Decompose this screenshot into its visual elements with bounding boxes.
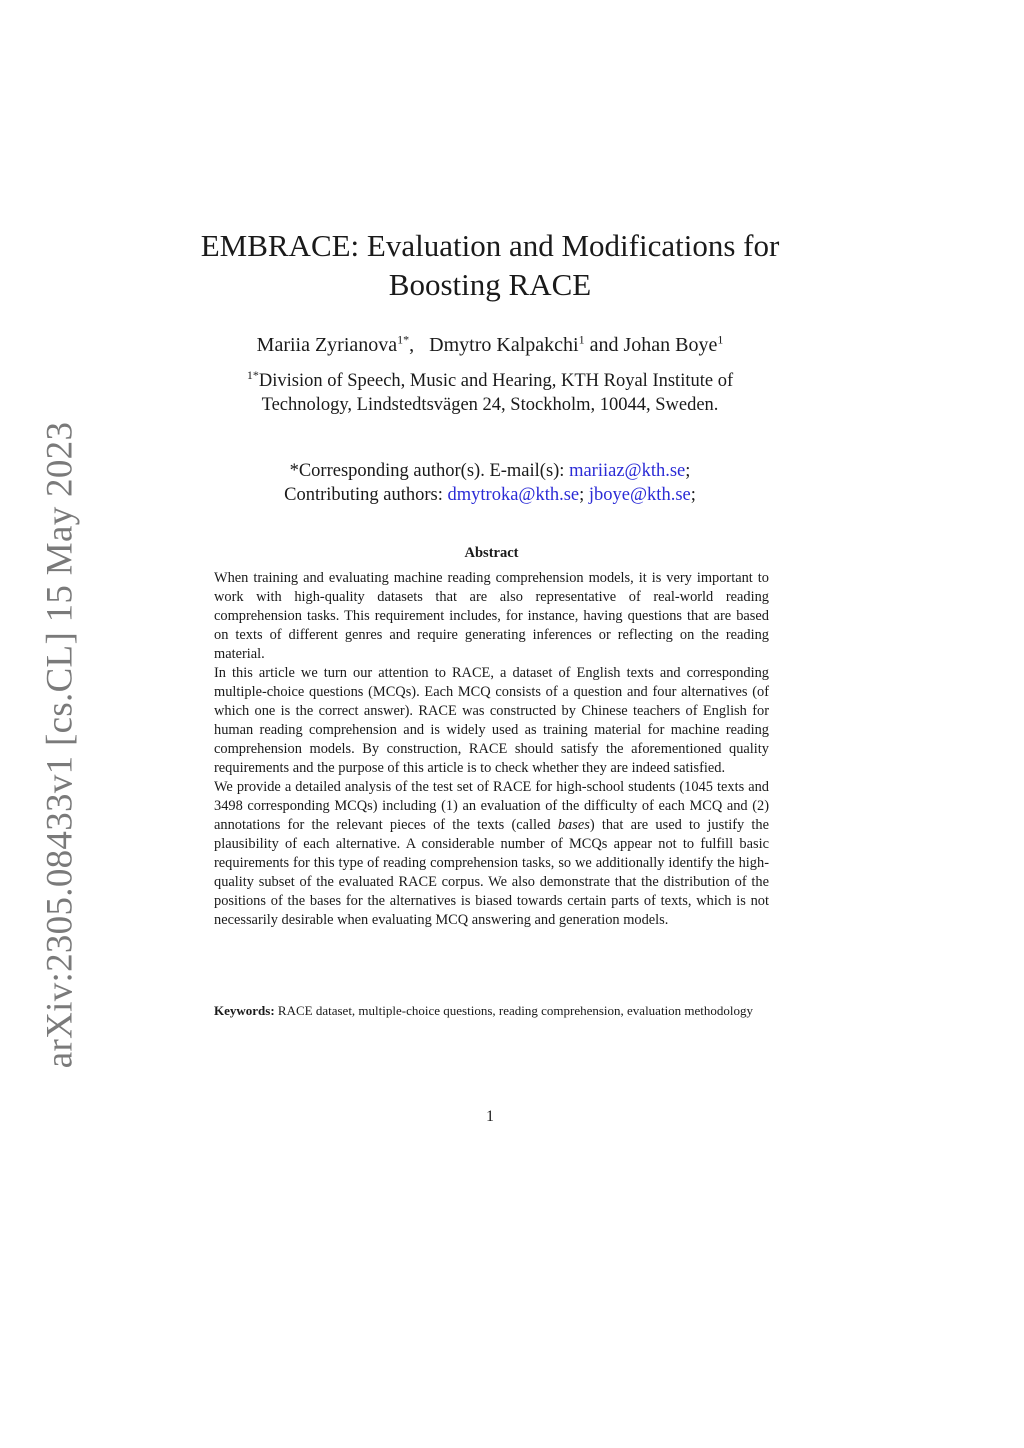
author-separator: and <box>589 334 619 356</box>
page-number: 1 <box>486 1108 494 1125</box>
email-separator: ; <box>579 485 585 505</box>
author-affiliation-mark: 1 <box>717 332 724 347</box>
title-line-2: Boosting RACE <box>388 267 592 302</box>
abstract-text: ) that are used to justify the plausibility of each alternative. A considerable number of MCQs appear not to fulfill basic requirements for this type of reading comprehension tasks, so we additionally identify the high-quality subset of the evaluated RACE corpus. We also demonstrate that the distribution of the positions of the bases for the alternatives is biased towards certain parts of texts, which is not necessarily desirable when evaluating MCQ answering and generation models. <box>214 817 769 928</box>
author-name: Mariia Zyrianova <box>256 334 398 356</box>
abstract-emphasis: bases <box>557 817 590 833</box>
affiliation-line-2: Technology, Lindstedtsvägen 24, Stockholm, 10044, Sweden. <box>261 395 719 415</box>
email-separator: ; <box>690 485 696 505</box>
arxiv-identifier-stamp: arXiv:2305.08433v1 [cs.CL] 15 May 2023 <box>39 421 81 1069</box>
abstract-heading: Abstract <box>464 545 519 561</box>
abstract-paragraph: When training and evaluating machine reading comprehension models, it is very important to work with high-quality datasets that are also representative of real-world reading comprehension tasks. This requirement includes, for instance, having questions that are based on texts of different genres and require generating inferences or reflecting on the reading material. <box>214 570 769 662</box>
abstract-paragraph: In this article we turn our attention to RACE, a dataset of English texts and corresponding multiple-choice questions (MCQs). Each MCQ consists of a question and four alternatives (of which one is the correct answer). RACE was constructed by Chinese teachers of English for human reading comprehension and is widely used as training material for machine reading comprehension models. By construction, RACE should satisfy the aforementioned quality requirements and the purpose of this article is to check whether they are indeed satisfied. <box>214 665 769 776</box>
author-affiliation-mark: 1* <box>397 332 410 347</box>
author-contacts <box>200 459 780 507</box>
affiliation <box>200 369 780 417</box>
corresponding-email-link[interactable]: mariiaz@kth.se <box>569 461 686 481</box>
affiliation-mark: 1* <box>246 367 259 382</box>
abstract-paragraph <box>214 778 769 930</box>
author-separator: , <box>409 334 415 356</box>
keywords <box>214 1002 769 1019</box>
abstract-body <box>214 569 769 930</box>
keywords-text: RACE dataset, multiple-choice questions, reading comprehension, evaluation methodology <box>277 1003 754 1018</box>
author-list <box>150 334 830 357</box>
email-separator: ; <box>685 461 691 481</box>
corresponding-author-label: *Corresponding author(s). E-mail(s): <box>289 461 565 481</box>
affiliation-line-1: Division of Speech, Music and Hearing, KTH Royal Institute of <box>258 371 734 391</box>
author-name: Johan Boye <box>623 334 718 356</box>
paper-title <box>150 226 830 304</box>
author-affiliation-mark: 1 <box>578 332 585 347</box>
author-name: Dmytro Kalpakchi <box>429 334 579 356</box>
keywords-label: Keywords: <box>214 1003 275 1018</box>
contributing-authors-label: Contributing authors: <box>284 485 443 505</box>
contributing-email-link[interactable]: dmytroka@kth.se <box>447 485 580 505</box>
title-line-1: EMBRACE: Evaluation and Modifications for <box>200 228 780 263</box>
abstract-text: We provide a detailed analysis of the test set of RACE for high-school students (1045 texts and 3498 corresponding MCQs) including (1) an evaluation of the difficulty of each MCQ and (2) annotations for the relevant pieces of the texts (called <box>214 779 769 833</box>
contributing-email-link[interactable]: jboye@kth.se <box>588 485 691 505</box>
